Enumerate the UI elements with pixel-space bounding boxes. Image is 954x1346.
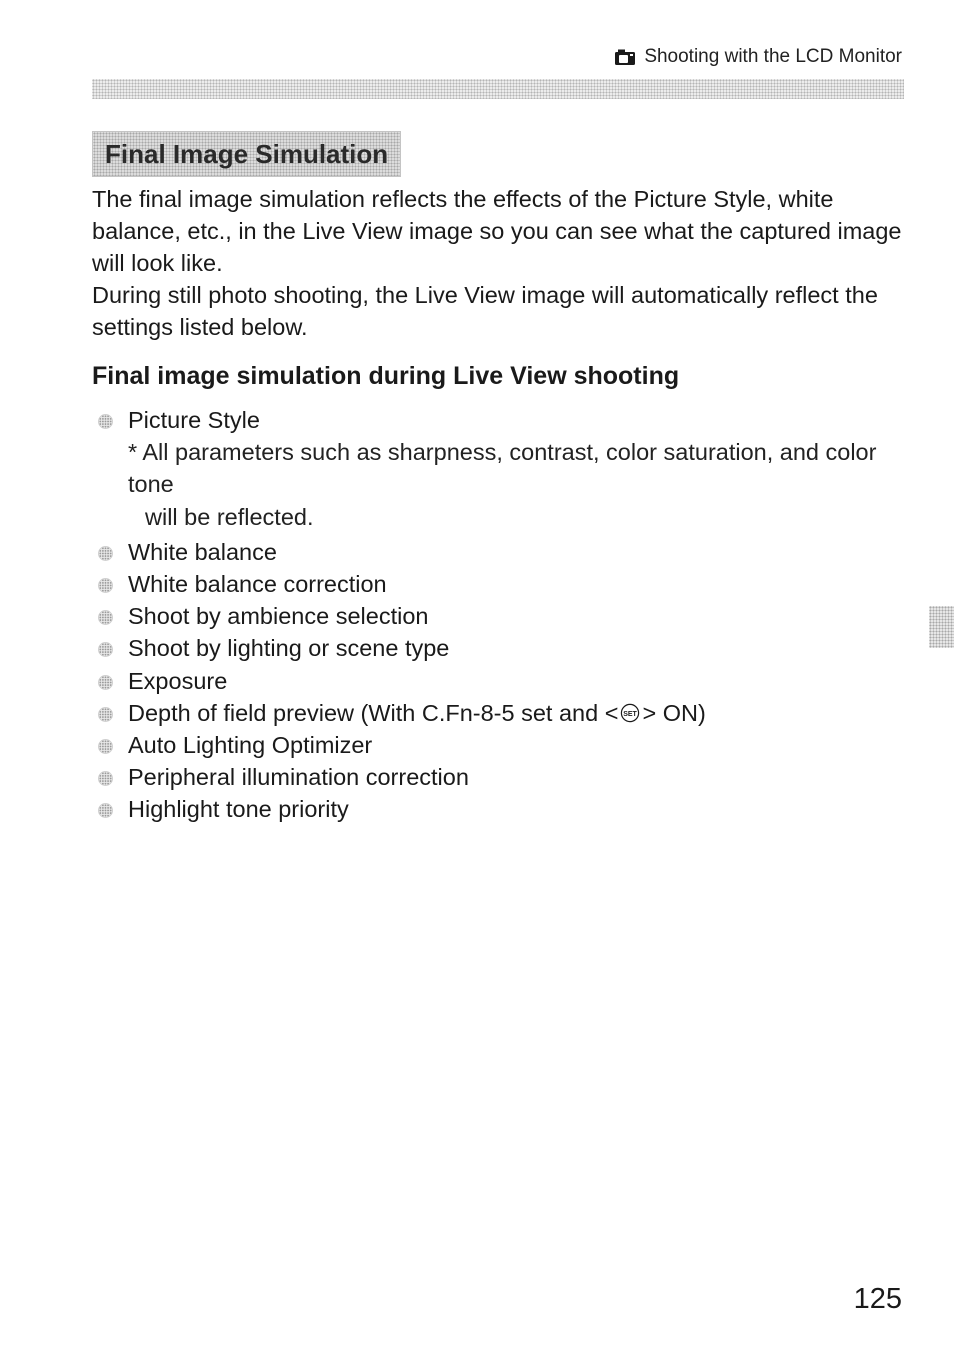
bullet-icon [98, 771, 113, 786]
header-band [92, 79, 904, 99]
svg-text:SET: SET [623, 710, 638, 718]
subheading: Final image simulation during Live View shooting [92, 362, 680, 390]
bullet-icon [98, 642, 113, 657]
intro-text [92, 183, 904, 343]
list-item [96, 404, 904, 436]
list-item-label: > ON) [642, 699, 706, 726]
list-item-label: Peripheral illumination correction [128, 764, 469, 791]
list-item [96, 761, 904, 793]
intro-paragraph: The final image simulation reflects the effects of the Picture Style, white balance, etc., in the Live View image so you can see what the captured image will look like. [92, 186, 902, 276]
list-item-label: White balance [128, 538, 277, 565]
bullet-icon [98, 414, 113, 429]
list-item-label: Highlight tone priority [128, 796, 349, 823]
bullet-icon [98, 610, 113, 625]
list-item-label: White balance correction [128, 571, 387, 598]
list-item-label: Picture Style [128, 407, 260, 433]
list-item-label: Auto Lighting Optimizer [128, 732, 373, 759]
footnote-line: will be reflected. [145, 503, 314, 530]
list-item [96, 632, 904, 664]
bullet-icon [98, 578, 113, 593]
list-item [96, 665, 904, 697]
list-item [96, 600, 904, 632]
bullet-icon [98, 803, 113, 818]
bullet-icon [98, 739, 113, 754]
list-item [96, 568, 904, 600]
bullet-icon [98, 675, 113, 690]
intro-paragraph: During still photo shooting, the Live View image will automatically reflect the settings listed below. [92, 282, 878, 340]
list-item [96, 697, 904, 729]
list-item [96, 729, 904, 761]
page-number: 125 [853, 1283, 902, 1315]
list-item [96, 793, 904, 825]
list-item-label: Shoot by lighting or scene type [128, 635, 450, 662]
page-header [614, 46, 902, 68]
header-section-label: Shooting with the LCD Monitor [644, 46, 902, 67]
list-item-label: Depth of field preview (With C.Fn-8-5 set and < [128, 699, 619, 726]
list-item-label: Shoot by ambience selection [128, 603, 429, 630]
settings-list [96, 404, 904, 826]
chapter-side-tab [929, 606, 954, 648]
footnote-line: * All parameters such as sharpness, contrast, color saturation, and color tone [128, 439, 877, 498]
page-title: Final Image Simulation [92, 131, 401, 177]
footnote [96, 436, 904, 533]
list-item [96, 536, 904, 568]
set-button-icon [620, 703, 640, 723]
list-item-label: Exposure [128, 667, 228, 694]
bullet-icon [98, 707, 113, 722]
camera-icon [614, 48, 636, 66]
bullet-icon [98, 546, 113, 561]
